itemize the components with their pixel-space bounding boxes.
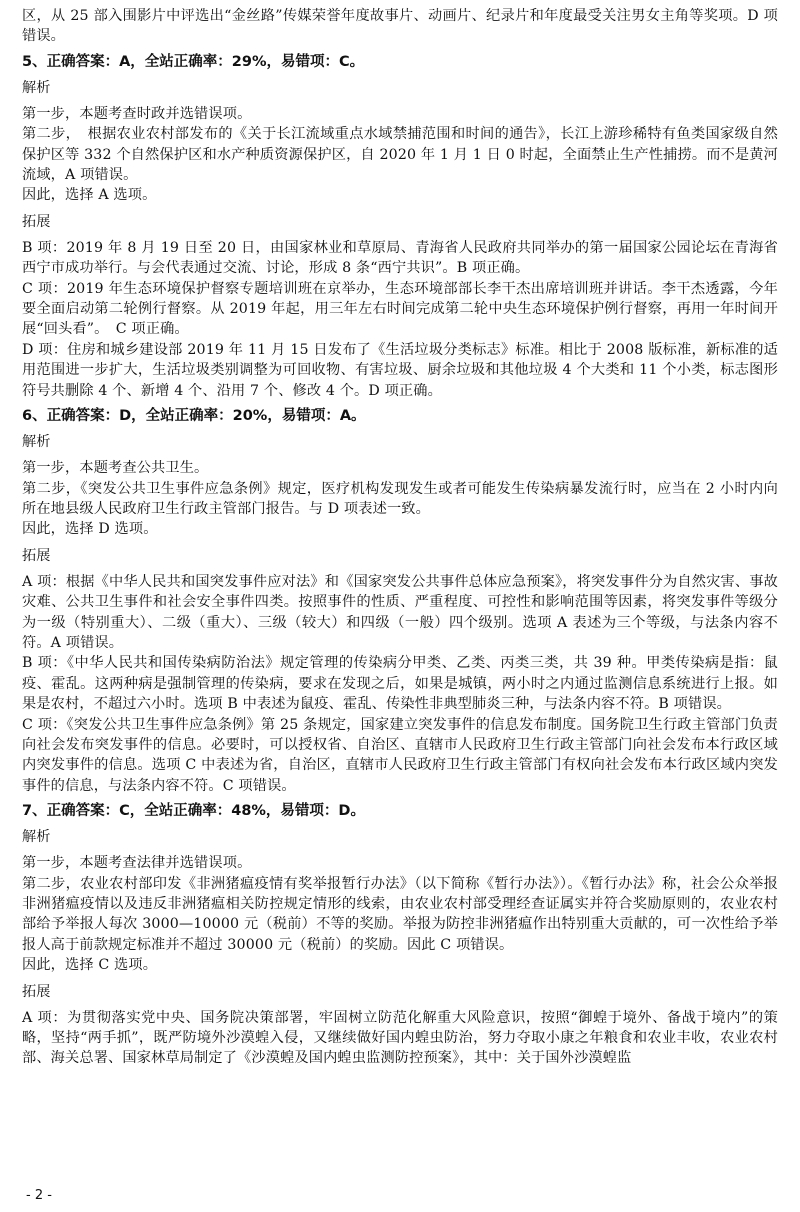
analysis-conclusion: 因此，选择 A 选项。: [22, 187, 157, 204]
question-7: [22, 801, 778, 1069]
analysis-step-1: 第一步，本题考查法律并选错误项。: [22, 855, 252, 872]
page-number: - 2 -: [26, 1188, 52, 1203]
analysis-label: 解析: [22, 829, 51, 846]
extension-option-b: B 项：《中华人民共和国传染病防治法》规定管理的传染病分甲类、乙类、丙类三类，共 39 种。甲类传染病是指：鼠疫、霍乱。这两种病是强制管理的传染病，要求在发现之后，如果是城镇，两小时之内通过监测信息系统进行上报。如果是农村，不超过六小时。选项 B 中表述为鼠疫、霍乱、传染性非典型肺炎三种，与法条内容不符。B 项错误。: [22, 655, 778, 713]
extension-label: 拓展: [22, 213, 51, 230]
extension-option-d: D 项：住房和城乡建设部 2019 年 11 月 15 日发布了《生活垃圾分类标志》标准。相比于 2008 版标准，新标准的适用范围进一步扩大，生活垃圾类别调整为可回收物、有害垃圾、厨余垃圾和其他垃圾 4 个大类和 11 个小类，标志图形符号共删除 4 个、新增 4 个、沿用 7 个、修改 4 个。D 项正确。: [22, 341, 778, 399]
analysis-label: 解析: [22, 434, 51, 451]
question-5: [22, 52, 778, 401]
answer-header: 6、正确答案：D，全站正确率：20%，易错项：A。: [22, 408, 366, 425]
analysis-conclusion: 因此，选择 D 选项。: [22, 521, 158, 538]
extension-option-a: A 项：为贯彻落实党中央、国务院决策部署，牢固树立防范化解重大风险意识，按照“御蝗于境外、备战于境内”的策略，坚持“两手抓”，既严防境外沙漠蝗入侵，又继续做好国内蝗虫防治，努力夺取小康之年粮食和农业丰收，农业农村部、海关总署、国家林草局制定了《沙漠蝗及国内蝗虫监测防控预案》，其中：关于国外沙漠蝗监: [22, 1009, 778, 1067]
extension-label: 拓展: [22, 983, 51, 1000]
extension-option-b: B 项：2019 年 8 月 19 日至 20 日，由国家林业和草原局、青海省人民政府共同举办的第一届国家公园论坛在青海省西宁市成功举行。与会代表通过交流、讨论，形成 8 条“西宁共识”。B 项正确。: [22, 239, 778, 277]
analysis-label: 解析: [22, 79, 51, 96]
extension-option-c: C 项：2019 年生态环境保护督察专题培训班在京举办，生态环境部部长李干杰出席培训班并讲话。李干杰透露，今年要全面启动第二轮例行督察。从 2019 年起，用三年左右时间完成第二轮中央生态环境保护例行督察，再用一年时间开展“回头看”。 C 项正确。: [22, 280, 778, 338]
analysis-step-2: 第二步，农业农村部印发《非洲猪瘟疫情有奖举报暂行办法》（以下简称《暂行办法》）。《暂行办法》称，社会公众举报非洲猪瘟疫情以及违反非洲猪瘟相关防控规定情形的线索，由农业农村部受理经查证属实并符合奖励原则的，农业农村部给予举报人每次 3000—10000 元（税前）不等的奖励。举报为防控非洲猪瘟作出特别重大贡献的，可一次性给予举报人高于前款规定标准并不超过 30000 元（税前）的奖励。因此 C 项错误。: [22, 875, 778, 953]
question-6: [22, 406, 778, 796]
extension-label: 拓展: [22, 547, 51, 564]
paragraph-continued: 区，从 25 部入围影片中评选出“金丝路”传媒荣誉年度故事片、动画片、纪录片和年度最受关注男女主角等奖项。D 项错误。: [22, 8, 778, 45]
extension-option-a: A 项：根据《中华人民共和国突发事件应对法》和《国家突发公共事件总体应急预案》，将突发事件分为自然灾害、事故灾难、公共卫生事件和社会安全事件四类。按照事件的性质、严重程度、可控性和影响范围等因素，将突发事件等级分为一级（特别重大）、二级（重大）、三级（较大）和四级（一般）四个级别。选项 A 表述为三个等级，与法条内容不符。A 项错误。: [22, 573, 778, 651]
analysis-step-1: 第一步，本题考查时政并选错误项。: [22, 105, 252, 122]
analysis-step-2: 第二步，《突发公共卫生事件应急条例》规定，医疗机构发现发生或者可能发生传染病暴发流行时，应当在 2 小时内向所在地县级人民政府卫生行政主管部门报告。与 D 项表述一致。: [22, 480, 778, 517]
answer-header: 7、正确答案：C，全站正确率：48%，易错项：D。: [22, 803, 365, 820]
analysis-conclusion: 因此，选择 C 选项。: [22, 957, 158, 974]
extension-option-c: C 项：《突发公共卫生事件应急条例》第 25 条规定，国家建立突发事件的信息发布制度。国务院卫生行政主管部门负责向社会发布突发事件的信息。必要时，可以授权省、自治区、直辖市人民政府卫生行政主管部门向社会发布本行政区域内突发事件的信息。选项 C 中表述为省，自治区，直辖市人民政府卫生行政主管部门有权向社会发布本行政区域内突发事件的信息，与法条内容不符。C 项错误。: [22, 716, 778, 794]
answer-header: 5、正确答案：A，全站正确率：29%，易错项：C。: [22, 53, 365, 70]
analysis-step-1: 第一步，本题考查公共卫生。: [22, 460, 209, 477]
analysis-step-2: 第二步， 根据农业农村部发布的《关于长江流域重点水域禁捕范围和时间的通告》，长江上游珍稀特有鱼类国家级自然保护区等 332 个自然保护区和水产种质资源保护区，自 2020 年 1 月 1 日 0 时起，全面禁止生产性捕捞。而不是黄河流域，A 项错误。: [22, 126, 778, 184]
